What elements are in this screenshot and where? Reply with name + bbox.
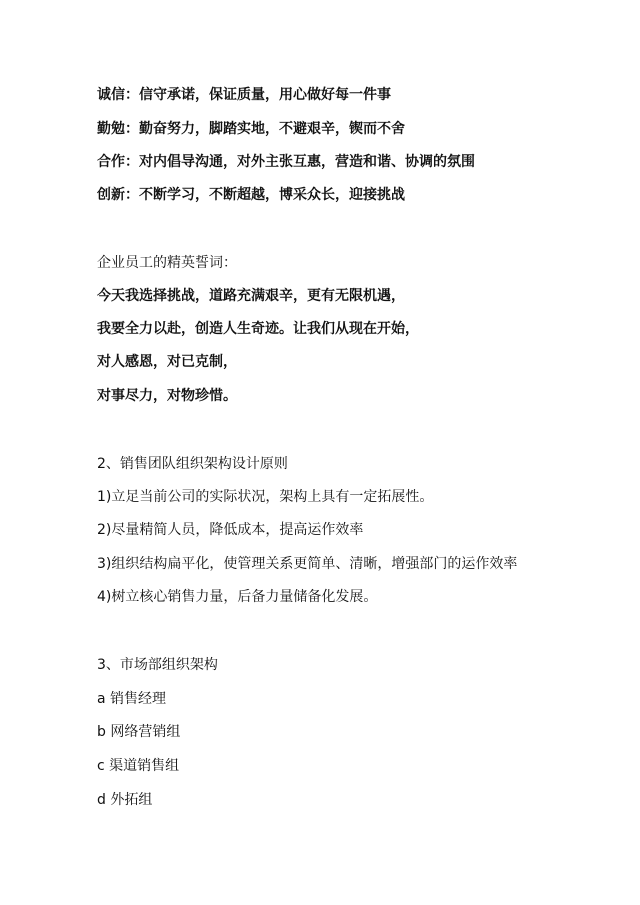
value-text: 勤奋努力，脚踏实地，不避艰辛，锲而不舍	[139, 121, 405, 137]
value-cooperation: 合作：对内倡导沟通，对外主张互惠，营造和谐、协调的氛围	[97, 154, 475, 170]
org-item: b 网络营销组	[97, 724, 181, 740]
value-label: 创新	[97, 187, 125, 203]
value-innovation: 创新：不断学习，不断超越，博采众长，迎接挑战	[97, 187, 405, 203]
value-label: 勤勉	[97, 121, 125, 137]
section2-heading: 2、销售团队组织架构设计原则	[97, 456, 288, 472]
section3-heading: 3、市场部组织架构	[97, 657, 218, 673]
oath-line: 我要全力以赴，创造人生奇迹。让我们从现在开始，	[97, 321, 419, 337]
oath-line: 对人感恩，对已克制，	[97, 354, 237, 370]
oath-heading: 企业员工的精英誓词：	[97, 255, 237, 271]
value-text: 信守承诺，保证质量，用心做好每一件事	[139, 87, 391, 103]
value-text: 不断学习，不断超越，博采众长，迎接挑战	[139, 187, 405, 203]
value-label: 合作	[97, 154, 125, 170]
org-item: c 渠道销售组	[97, 758, 180, 774]
value-diligence: 勤勉：勤奋努力，脚踏实地，不避艰辛，锲而不舍	[97, 121, 405, 137]
principle-item: 2)尽量精简人员，降低成本，提高运作效率	[97, 522, 364, 538]
principle-item: 4)树立核心销售力量，后备力量储备化发展。	[97, 589, 378, 605]
principle-item: 1)立足当前公司的实际状况，架构上具有一定拓展性。	[97, 489, 434, 505]
principle-item: 3)组织结构扁平化，使管理关系更简单、清晰，增强部门的运作效率	[97, 556, 518, 572]
org-item: a 销售经理	[97, 691, 167, 707]
oath-line: 对事尽力，对物珍惜。	[97, 388, 237, 404]
org-item: d 外拓组	[97, 792, 153, 808]
value-text: 对内倡导沟通，对外主张互惠，营造和谐、协调的氛围	[139, 154, 475, 170]
oath-line: 今天我选择挑战，道路充满艰辛，更有无限机遇，	[97, 288, 405, 304]
value-integrity: 诚信：信守承诺，保证质量，用心做好每一件事	[97, 87, 391, 103]
value-label: 诚信	[97, 87, 125, 103]
